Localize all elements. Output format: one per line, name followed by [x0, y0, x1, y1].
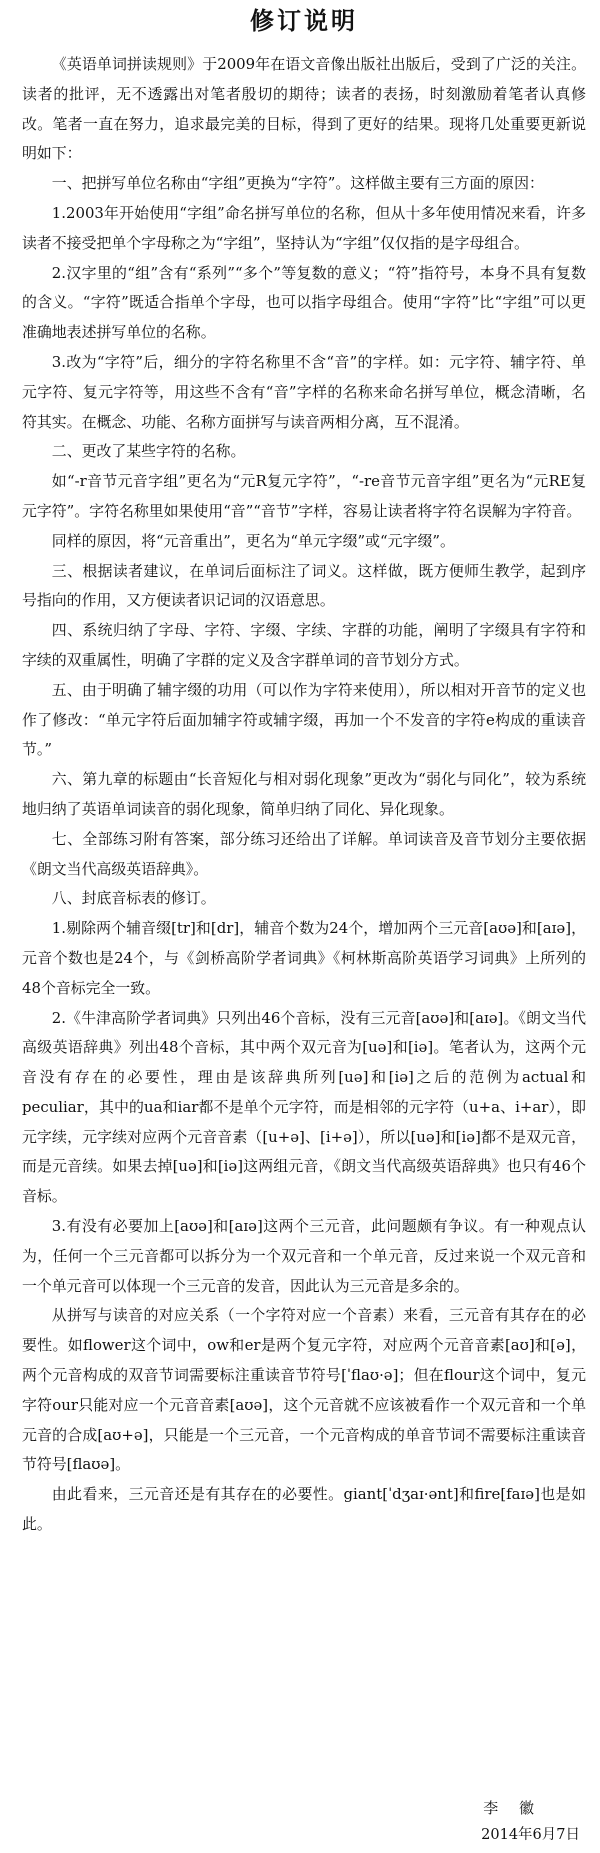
paragraph: 四、系统归纳了字母、字符、字缀、字续、字群的功能，阐明了字缀具有字符和字续的双重属性，明确了字群的定义及含字群单词的音节划分方式。: [22, 621, 586, 669]
paragraph: 从拼写与读音的对应关系（一个字符对应一个音素）来看，三元音有其存在的必要性。如flower这个词中，ow和er是两个复元字符，对应两个元音音素[aʊ]和[ə]，两个元音构成的双音节词需要标注重读音节符号[ˈflaʊ·ə]；但在flour这个词中，复元字符our只能对应一个元音音素[aʊə]，这个元音就不应该被看作一个双元音和一个单元音的合成[aʊ+ə]，只能是一个三元音，一个元音构成的单音节词不需要标注重读音节符号[flaʊə]。: [22, 1306, 586, 1474]
paragraph: 二、更改了某些字符的名称。: [51, 442, 246, 461]
paragraph: 《英语单词拼读规则》于2009年在语文音像出版社出版后，受到了广泛的关注。读者的批评，无不透露出对笔者殷切的期待；读者的表扬，时刻激励着笔者认真修改。笔者一直在努力，追求最完美的目标，得到了更好的结果。现将几处重要更新说明如下：: [22, 55, 586, 163]
paragraph: 2.《牛津高阶学者词典》只列出46个音标，没有三元音[aʊə]和[aɪə]。《朗文当代高级英语辞典》列出48个音标，其中两个双元音为[uə]和[iə]。笔者认为，这两个元音没有存在的必要性，理由是该辞典所列[uə]和[iə]之后的范例为actual和peculiar，其中的ua和iar都不是单个元字符，而是相邻的元字符（u+a、i+ar），即元字续，元字续对应两个元音音素（[u+ə]、[i+ə]），所以[uə]和[iə]都不是双元音，而是元音续。如果去掉[uə]和[iə]这两组元音，《朗文当代高级英语辞典》也只有46个音标。: [22, 1008, 586, 1206]
paragraph: 1.剔除两个辅音缀[tr]和[dr]，辅音个数为24个，增加两个三元音[aʊə]和[aɪə]，元音个数也是24个，与《剑桥高阶学者词典》《柯林斯高阶英语学习词典》上所列的48个音标完全一致。: [22, 919, 586, 997]
paragraph: 由此看来，三元音还是有其存在的必要性。giant[ˈdʒaɪ·ənt]和fire[faɪə]也是如此。: [22, 1485, 586, 1534]
paragraph: 如“-r音节元音字组”更名为“元R复元字符”，“-re音节元音字组”更名为“元RE复元字符”。字符名称里如果使用“音”“音节”字样，容易让读者将字符名误解为字符音。: [22, 472, 586, 520]
paragraph: 五、由于明确了辅字缀的功用（可以作为字符来使用），所以相对开音节的定义也作了修改：“单元字符后面加辅字符或辅字缀，再加一个不发音的字符e构成的重读音节。”: [22, 680, 586, 759]
author-signature: 李 徽: [483, 1799, 542, 1817]
paragraph: 3.改为“字符”后，细分的字符名称里不含“音”的字样。如：元字符、辅字符、单元字符、复元字符等，用这些不含有“音”字样的名称来命名拼写单位，概念清晰，名符其实。在概念、功能、名称方面拼写与读音两相分离，互不混淆。: [22, 352, 586, 431]
paragraph: 同样的原因，将“元音重出”，更名为“单元字缀”或“元字缀”。: [51, 531, 455, 550]
paragraph: 七、全部练习附有答案，部分练习还给出了详解。单词读音及音节划分主要依据《朗文当代高级英语辞典》。: [22, 829, 586, 878]
paragraph: 1.2003年开始使用“字组”命名拼写单位的名称，但从十多年使用情况来看，许多读者不接受把单个字母称之为“字组”，坚持认为“字组”仅仅指的是字母组合。: [22, 203, 586, 252]
paragraph: 2.汉字里的“组”含有“系列”“多个”等复数的意义；“符”指符号，本身不具有复数的含义。“字符”既适合指单个字母，也可以指字母组合。使用“字符”比“字组”可以更准确地表述拼写单位的名称。: [22, 263, 586, 342]
paragraph: 八、封底音标表的修订。: [51, 889, 216, 908]
paragraph: 六、第九章的标题由“长音短化与相对弱化现象”更改为“弱化与同化”，较为系统地归纳了英语单词读音的弱化现象，简单归纳了同化、异化现象。: [22, 770, 586, 818]
page-title: 修订说明: [250, 7, 358, 35]
signature-date: 2014年6月7日: [481, 1827, 580, 1843]
paragraph: 3.有没有必要加上[aʊə]和[aɪə]这两个三元音，此问题颇有争议。有一种观点认为，任何一个三元音都可以拆分为一个双元音和一个单元音，反过来说一个双元音和一个单元音可以体现一个三元音的发音，因此认为三元音是多余的。: [22, 1217, 586, 1295]
paragraph: 一、把拼写单位名称由“字组”更换为“字符”。这样做主要有三方面的原因：: [51, 174, 544, 193]
paragraph: 三、根据读者建议，在单词后面标注了词义。这样做，既方便师生教学，起到序号指向的作用，又方便读者识记词的汉语意思。: [22, 561, 586, 610]
document-body: [22, 50, 586, 1540]
